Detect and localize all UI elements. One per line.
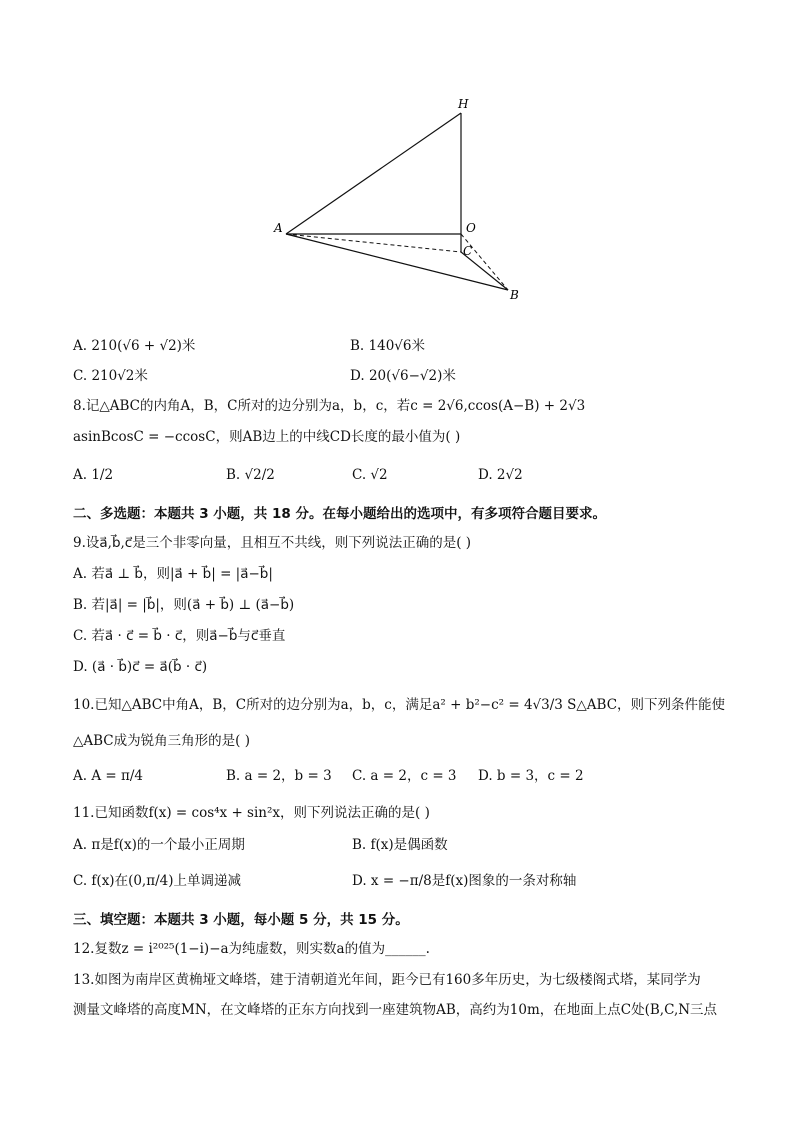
q9-option-a[interactable]: A. 若a⃗ ⊥ b⃗，则|a⃗ + b⃗| = |a⃗−b⃗|: [73, 566, 273, 582]
q13-stem-line2: 测量文峰塔的高度MN，在文峰塔的正东方向找到一座建筑物AB，高约为10m，在地面上点C处(B,C,N三点: [73, 1002, 718, 1018]
q7-option-c[interactable]: [73, 366, 148, 386]
q7-option-c-letter: C.: [73, 368, 92, 384]
q10-option-a[interactable]: A. A = π/4: [73, 768, 143, 784]
label-B: B: [510, 288, 519, 302]
q9-option-c[interactable]: C. 若a⃗ · c⃗ = b⃗ · c⃗，则a⃗−b⃗与c⃗垂直: [73, 628, 286, 644]
label-C: C: [463, 244, 473, 258]
q8-option-b[interactable]: B. √2/2: [226, 467, 275, 483]
q8-option-a[interactable]: A. 1/2: [73, 467, 114, 483]
q7-option-a-text: 210(√6 + √2)米: [91, 338, 196, 354]
label-A: A: [274, 221, 283, 235]
q7-option-a-letter: A.: [73, 338, 92, 354]
q8-option-c[interactable]: C. √2: [352, 467, 388, 483]
q9-option-b[interactable]: B. 若|a⃗| = |b⃗|，则(a⃗ + b⃗) ⊥ (a⃗−b⃗): [73, 597, 295, 613]
q11-option-b[interactable]: B. f(x)是偶函数: [352, 837, 448, 853]
q8-stem-line1: 8.记△ABC的内角A，B，C所对的边分别为a，b，c，若c = 2√6,ccos(A−B) + 2√3: [73, 398, 586, 414]
q10-option-d[interactable]: D. b = 3，c = 2: [478, 768, 584, 784]
q7-option-b-text: 140√6米: [368, 338, 425, 354]
q13-stem-line1: 13.如图为南岸区黄桷垭文峰塔，建于清朝道光年间，距今已有160多年历史，为七级楼阁式塔，某同学为: [73, 972, 701, 988]
q7-option-d[interactable]: [350, 366, 456, 386]
q10-stem-line2: △ABC成为锐角三角形的是( ): [73, 733, 250, 749]
q7-option-a[interactable]: [73, 336, 195, 356]
edge-AC-dashed: [286, 234, 461, 252]
q8-stem-line2: asinBcosC = −ccosC，则AB边上的中线CD长度的最小值为( ): [73, 429, 461, 445]
section-3-heading: 三、填空题：本题共 3 小题，每小题 5 分，共 15 分。: [73, 912, 409, 928]
q10-option-c[interactable]: C. a = 2，c = 3: [352, 768, 457, 784]
q11-option-a[interactable]: A. π是f(x)的一个最小正周期: [73, 837, 245, 853]
geometry-figure: [260, 92, 540, 307]
edge-OB-dashed: [461, 234, 508, 290]
section-2-heading: 二、多选题：本题共 3 小题，共 18 分。在每小题给出的选项中，有多项符合题目要求。: [73, 506, 606, 522]
q7-option-d-text: 20(√6−√2)米: [368, 368, 456, 384]
edge-AH: [286, 113, 461, 234]
q7-option-d-letter: D.: [350, 368, 369, 384]
q9-option-d[interactable]: D. (a⃗ · b⃗)c⃗ = a⃗(b⃗ · c⃗): [73, 659, 208, 675]
q9-stem: 9.设a⃗,b⃗,c⃗是三个非零向量，且相互不共线，则下列说法正确的是( ): [73, 535, 472, 551]
q7-option-b-letter: B.: [350, 338, 369, 354]
q10-option-b[interactable]: B. a = 2，b = 3: [226, 768, 332, 784]
q12-stem: 12.复数z = i²⁰²⁵(1−i)−a为纯虚数，则实数a的值为______.: [73, 941, 430, 957]
q10-stem-line1: 10.已知△ABC中角A，B，C所对的边分别为a，b，c，满足a² + b²−c² = 4√3/3 S△ABC，则下列条件能使: [73, 697, 726, 713]
q11-stem: 11.已知函数f(x) = cos⁴x + sin²x，则下列说法正确的是( ): [73, 805, 430, 821]
q11-option-d[interactable]: D. x = −π/8是f(x)图象的一条对称轴: [352, 873, 577, 889]
q8-option-d[interactable]: D. 2√2: [478, 467, 523, 483]
label-O: O: [466, 221, 476, 235]
label-H: H: [458, 97, 469, 111]
q7-option-b[interactable]: [350, 336, 425, 356]
q11-option-c[interactable]: C. f(x)在(0,π/4)上单调递减: [73, 873, 241, 889]
q7-option-c-text: 210√2米: [91, 368, 148, 384]
edge-AB-dashed: [286, 234, 508, 290]
